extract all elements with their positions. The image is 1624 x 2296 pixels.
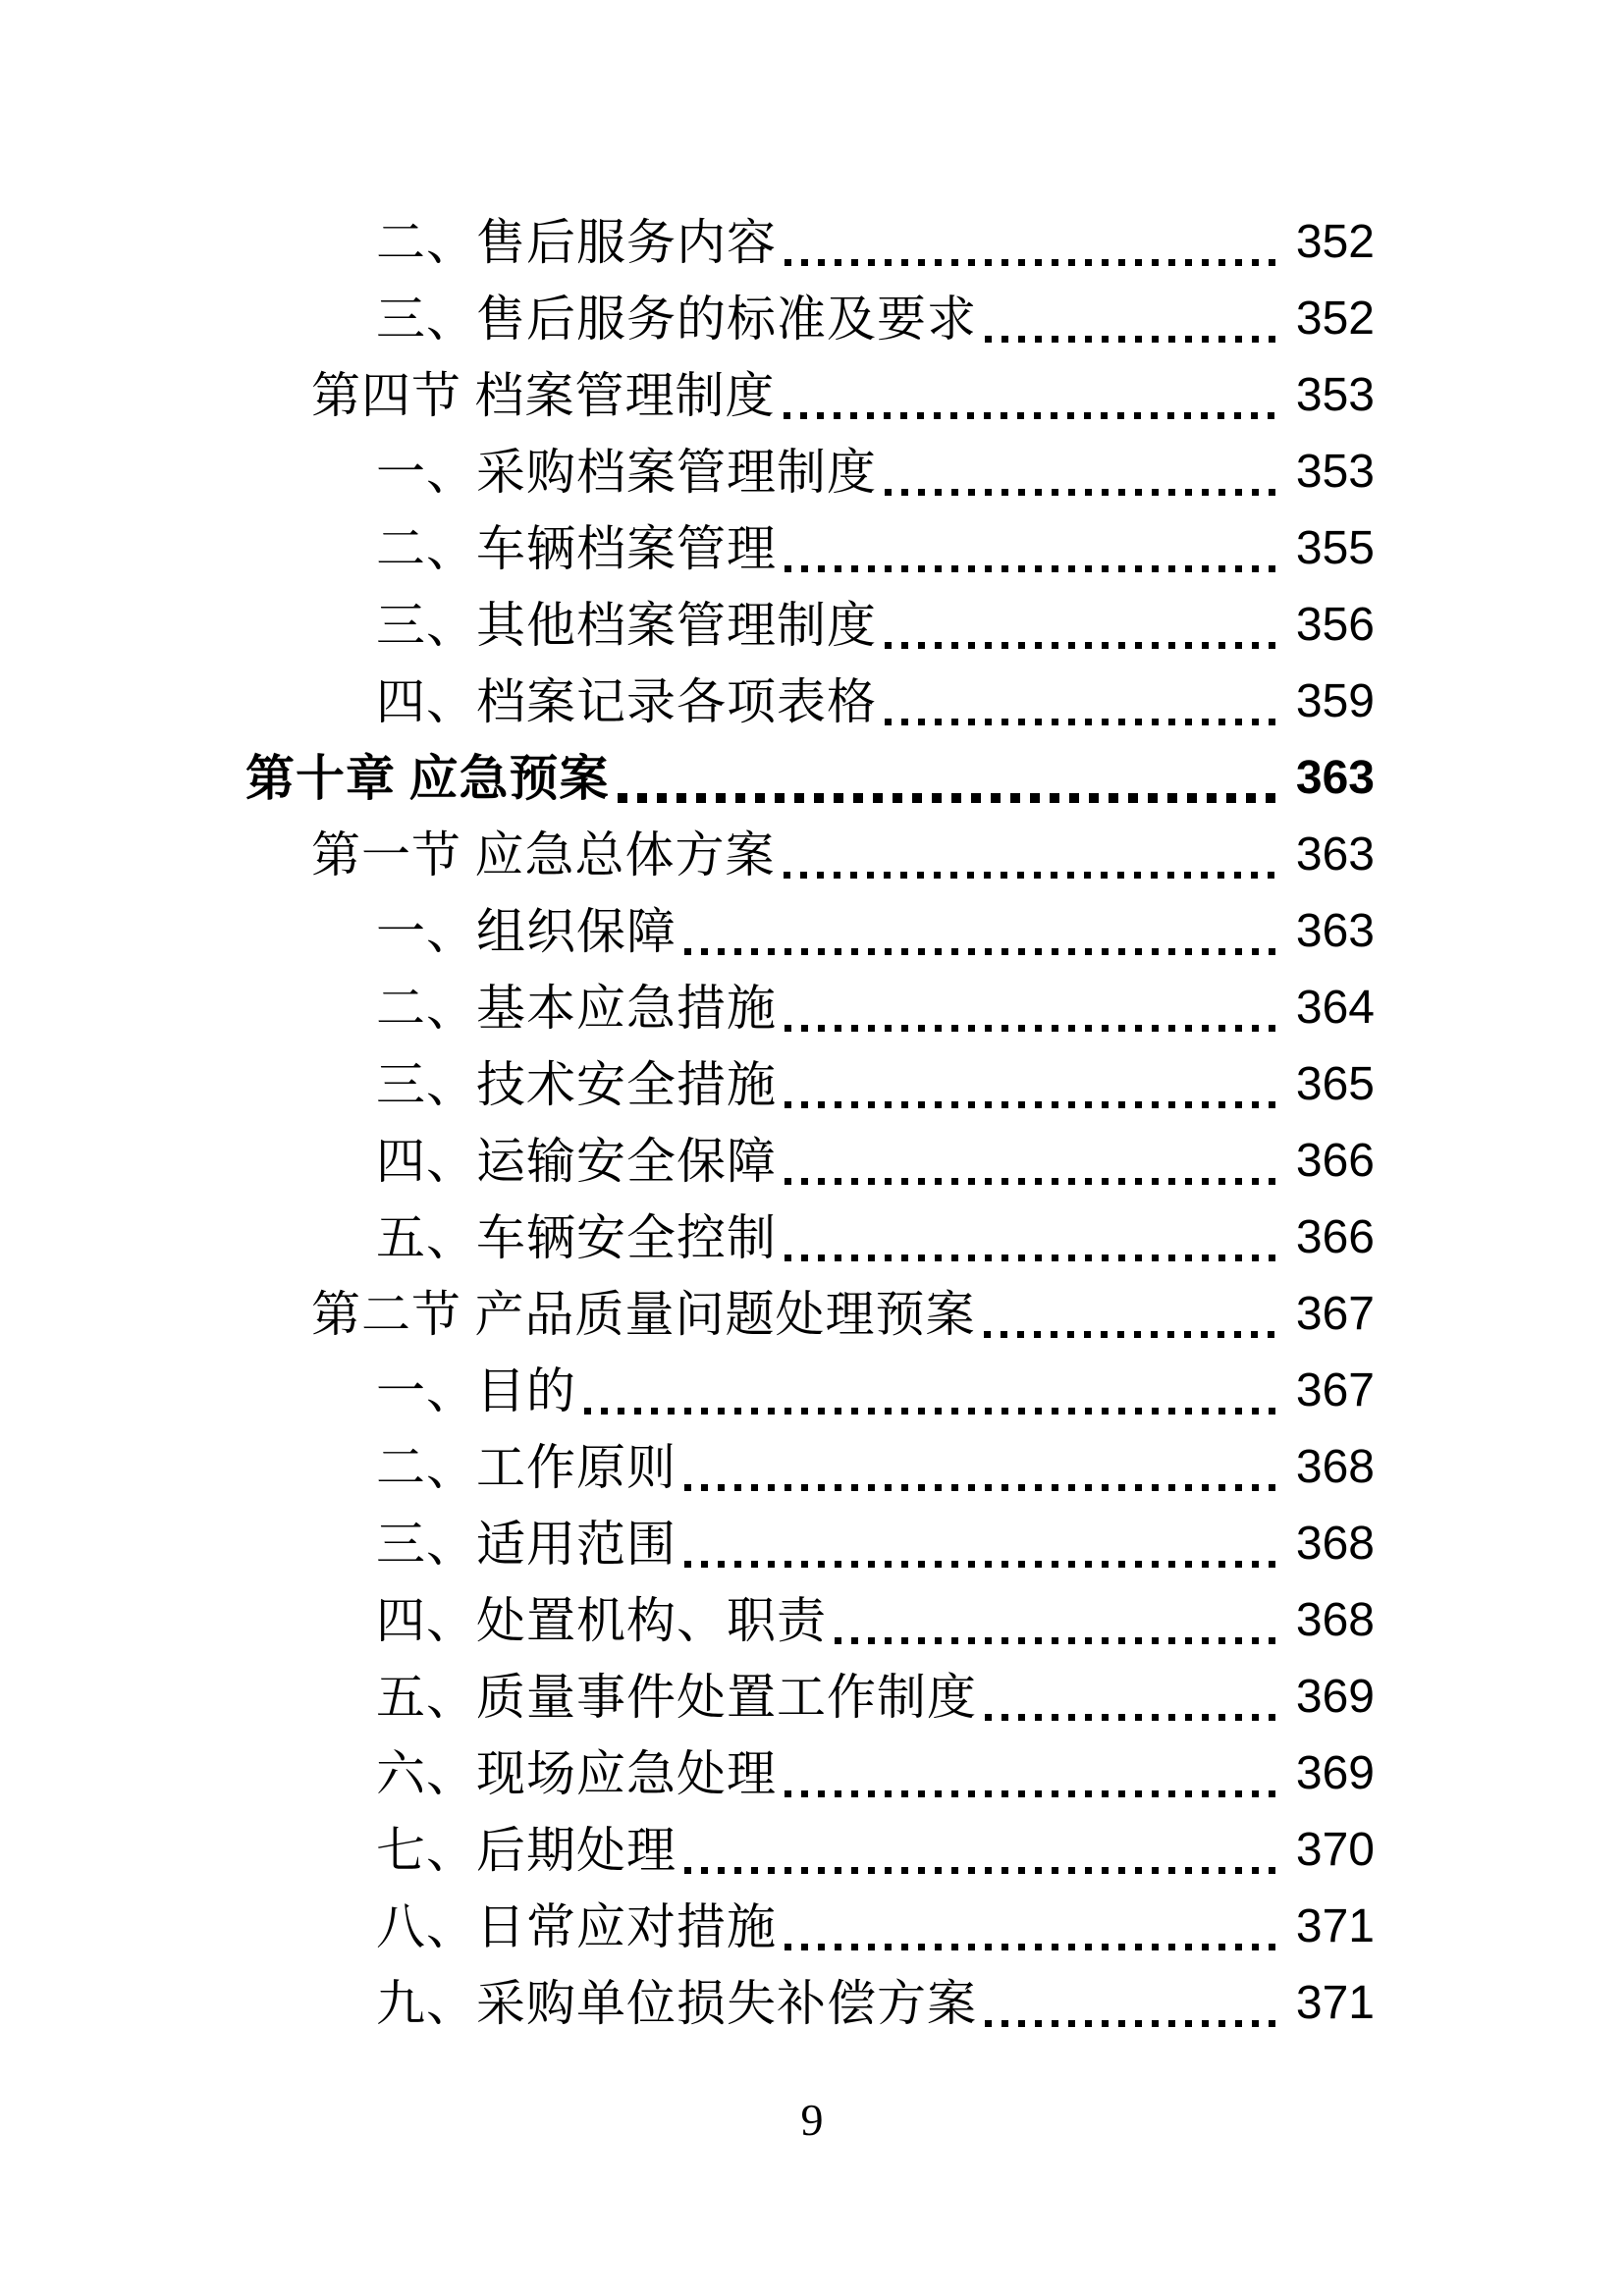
toc-entry-label: 第四节 档案管理制度 <box>311 368 776 423</box>
toc-entry-page-number: 365 <box>1295 1058 1375 1110</box>
dot-leader <box>684 1429 1284 1506</box>
toc-entry-label: 四、档案记录各项表格 <box>376 674 877 729</box>
toc-entry-page-number: 367 <box>1295 1364 1375 1416</box>
dot-leader <box>785 1735 1284 1812</box>
toc-entry-label: 七、后期处理 <box>376 1823 677 1878</box>
toc-entry-subitem[interactable] <box>245 893 1375 970</box>
toc-entry-subitem[interactable] <box>245 204 1375 281</box>
toc-entry-label: 三、售后服务的标准及要求 <box>376 292 977 347</box>
toc-entry-page-number: 364 <box>1295 982 1375 1034</box>
dot-leader <box>684 1506 1284 1582</box>
toc-entry-subitem[interactable] <box>245 1123 1375 1200</box>
toc-entry-label: 第一节 应急总体方案 <box>311 828 776 882</box>
dot-leader <box>785 1123 1284 1200</box>
toc-entry-page-number: 369 <box>1295 1747 1375 1799</box>
toc-entry-page-number: 353 <box>1295 369 1375 421</box>
toc-entry-label: 三、适用范围 <box>376 1517 677 1572</box>
toc-entry-label: 二、售后服务内容 <box>376 215 777 270</box>
toc-entry-label: 三、其他档案管理制度 <box>376 598 877 653</box>
table-of-contents <box>245 204 1375 2042</box>
toc-entry-page-number: 371 <box>1295 1977 1375 2029</box>
toc-entry-page-number: 369 <box>1295 1671 1375 1723</box>
toc-entry-subitem[interactable] <box>245 1200 1375 1276</box>
toc-entry-label: 第十章 应急预案 <box>245 751 610 806</box>
toc-entry-subitem[interactable] <box>245 1429 1375 1506</box>
toc-entry-page-number: 363 <box>1295 752 1375 804</box>
toc-entry-label: 三、技术安全措施 <box>376 1057 777 1112</box>
dot-leader <box>785 204 1284 281</box>
toc-entry-subitem[interactable] <box>245 1506 1375 1582</box>
toc-entry-label: 一、组织保障 <box>376 904 677 959</box>
toc-entry-subitem[interactable] <box>245 1582 1375 1659</box>
toc-entry-subitem[interactable] <box>245 1735 1375 1812</box>
toc-entry-subitem[interactable] <box>245 1046 1375 1123</box>
dot-leader <box>985 281 1284 357</box>
toc-entry-page-number: 352 <box>1295 216 1375 268</box>
toc-entry-page-number: 353 <box>1295 446 1375 498</box>
toc-entry-page-number: 368 <box>1295 1518 1375 1570</box>
toc-entry-page-number: 366 <box>1295 1211 1375 1263</box>
toc-entry-page-number: 371 <box>1295 1900 1375 1952</box>
dot-leader <box>784 357 1284 434</box>
dot-leader <box>785 510 1284 587</box>
toc-entry-page-number: 370 <box>1295 1824 1375 1876</box>
toc-entry-subitem[interactable] <box>245 1889 1375 1965</box>
page-footer <box>0 2091 1624 2150</box>
dot-leader <box>885 664 1284 740</box>
toc-entry-label: 第二节 产品质量问题处理预案 <box>311 1287 976 1342</box>
toc-entry-label: 五、质量事件处置工作制度 <box>376 1670 977 1725</box>
dot-leader <box>984 1276 1284 1353</box>
dot-leader <box>785 1046 1284 1123</box>
toc-entry-page-number: 356 <box>1295 599 1375 651</box>
dot-leader <box>785 1889 1284 1965</box>
dot-leader <box>785 1200 1284 1276</box>
toc-entry-page-number: 367 <box>1295 1288 1375 1340</box>
dot-leader <box>785 970 1284 1046</box>
toc-entry-subitem[interactable] <box>245 434 1375 510</box>
toc-entry-chapter[interactable] <box>245 740 1375 817</box>
toc-entry-label: 九、采购单位损失补偿方案 <box>376 1976 977 2031</box>
footer-page-number: 9 <box>800 2095 824 2145</box>
dot-leader <box>985 1965 1284 2042</box>
toc-entry-page-number: 352 <box>1295 293 1375 345</box>
toc-entry-page-number: 363 <box>1295 905 1375 957</box>
toc-entry-label: 二、工作原则 <box>376 1440 677 1495</box>
toc-entry-label: 一、目的 <box>376 1363 576 1418</box>
toc-entry-subitem[interactable] <box>245 970 1375 1046</box>
dot-leader <box>885 587 1284 664</box>
toc-entry-subitem[interactable] <box>245 281 1375 357</box>
toc-entry-section[interactable] <box>245 1276 1375 1353</box>
dot-leader <box>835 1582 1284 1659</box>
toc-entry-section[interactable] <box>245 357 1375 434</box>
toc-entry-label: 六、现场应急处理 <box>376 1746 777 1801</box>
dot-leader <box>784 817 1284 893</box>
toc-entry-subitem[interactable] <box>245 664 1375 740</box>
toc-entry-label: 四、处置机构、职责 <box>376 1593 827 1648</box>
toc-entry-page-number: 368 <box>1295 1441 1375 1493</box>
dot-leader <box>885 434 1284 510</box>
toc-entry-subitem[interactable] <box>245 1965 1375 2042</box>
toc-entry-subitem[interactable] <box>245 1659 1375 1735</box>
toc-entry-section[interactable] <box>245 817 1375 893</box>
toc-entry-subitem[interactable] <box>245 587 1375 664</box>
toc-entry-subitem[interactable] <box>245 1812 1375 1889</box>
toc-entry-label: 二、车辆档案管理 <box>376 521 777 576</box>
dot-leader <box>684 893 1284 970</box>
toc-entry-label: 八、日常应对措施 <box>376 1899 777 1954</box>
toc-entry-label: 四、运输安全保障 <box>376 1134 777 1189</box>
toc-entry-label: 二、基本应急措施 <box>376 981 777 1036</box>
toc-entry-subitem[interactable] <box>245 510 1375 587</box>
toc-entry-page-number: 359 <box>1295 675 1375 727</box>
dot-leader <box>985 1659 1284 1735</box>
toc-entry-page-number: 355 <box>1295 522 1375 574</box>
toc-entry-page-number: 366 <box>1295 1135 1375 1187</box>
dot-leader <box>584 1353 1284 1429</box>
toc-entry-label: 一、采购档案管理制度 <box>376 445 877 500</box>
dot-leader <box>684 1812 1284 1889</box>
toc-entry-page-number: 363 <box>1295 828 1375 881</box>
toc-entry-label: 五、车辆安全控制 <box>376 1210 777 1265</box>
toc-entry-subitem[interactable] <box>245 1353 1375 1429</box>
toc-entry-page-number: 368 <box>1295 1594 1375 1646</box>
dot-leader <box>618 740 1284 817</box>
